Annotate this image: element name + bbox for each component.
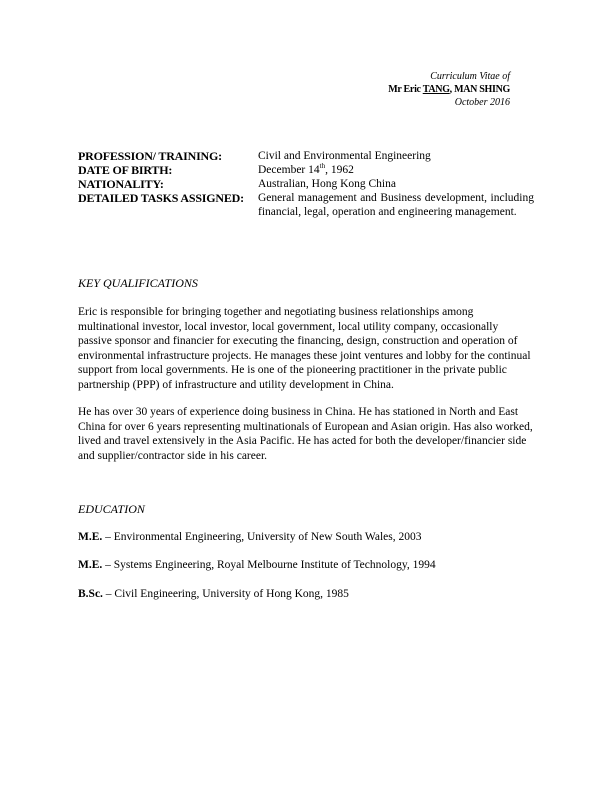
cv-date: October 2016 <box>454 97 510 108</box>
profile-row-profession <box>78 149 534 163</box>
profession-label: PROFESSION/ TRAINING: <box>78 149 222 163</box>
education-heading: EDUCATION <box>78 502 145 516</box>
education-detail: – Systems Engineering, Royal Melbourne Institute of Technology, 1994 <box>102 559 436 571</box>
education-item <box>78 558 534 572</box>
cv-name <box>388 83 510 96</box>
profile-table <box>78 149 534 219</box>
cv-name-prefix: Mr Eric <box>388 84 423 95</box>
profile-row-tasks <box>78 191 534 219</box>
education-item <box>78 587 534 601</box>
key-qualifications-heading: KEY QUALIFICATIONS <box>78 276 198 290</box>
qualifications-paragraph-1: Eric is responsible for bringing together and negotiating business relationships among multinational investor, local investor, local government, local utility company, occasionally passive sponsor and financier for executing the financing, design, construction and operation of environmental infrastructure projects. He manages these joint ventures and lobby for the continual support from local governments. He is one of the pioneering practitioner in the private public partnership (PPP) of infrastructure and utility development in China. <box>78 306 531 391</box>
education-detail: – Environmental Engineering, University of New South Wales, 2003 <box>102 531 422 543</box>
dob-value-main: December 14 <box>258 164 320 176</box>
tasks-label: DETAILED TASKS ASSIGNED: <box>78 191 244 205</box>
education-item <box>78 530 534 544</box>
education-detail: – Civil Engineering, University of Hong Kong, 1985 <box>102 588 349 600</box>
cv-header <box>388 70 510 109</box>
education-degree: B.Sc. <box>78 588 103 600</box>
profession-value: Civil and Environmental Engineering <box>258 150 431 162</box>
nationality-value: Australian, Hong Kong China <box>258 178 396 190</box>
cv-title: Curriculum Vitae of <box>430 71 510 82</box>
qualifications-paragraph-2: He has over 30 years of experience doing business in China. He has stationed in North and East China for over 6 years representing multinationals of European and Asian origin. Has also worked, lived and travel extensively in the Asia Pacific. He has acted for both the developer/financier side and supplier/contractor side in his career. <box>78 406 533 462</box>
dob-label: DATE OF BIRTH: <box>78 163 173 177</box>
cv-name-suffix: , MAN SHING <box>449 84 510 95</box>
profile-row-nationality <box>78 177 534 191</box>
dob-value-tail: , 1962 <box>325 164 354 176</box>
education-degree: M.E. <box>78 531 103 543</box>
dob-value-sup: th <box>319 162 326 171</box>
dob-value <box>258 163 534 177</box>
cv-surname: TANG <box>422 84 450 95</box>
profile-row-dob <box>78 163 534 177</box>
tasks-value: General management and Business development, including financial, legal, operation and engineering management. <box>258 192 534 218</box>
nationality-label: NATIONALITY: <box>78 177 164 191</box>
education-degree: M.E. <box>78 559 103 571</box>
